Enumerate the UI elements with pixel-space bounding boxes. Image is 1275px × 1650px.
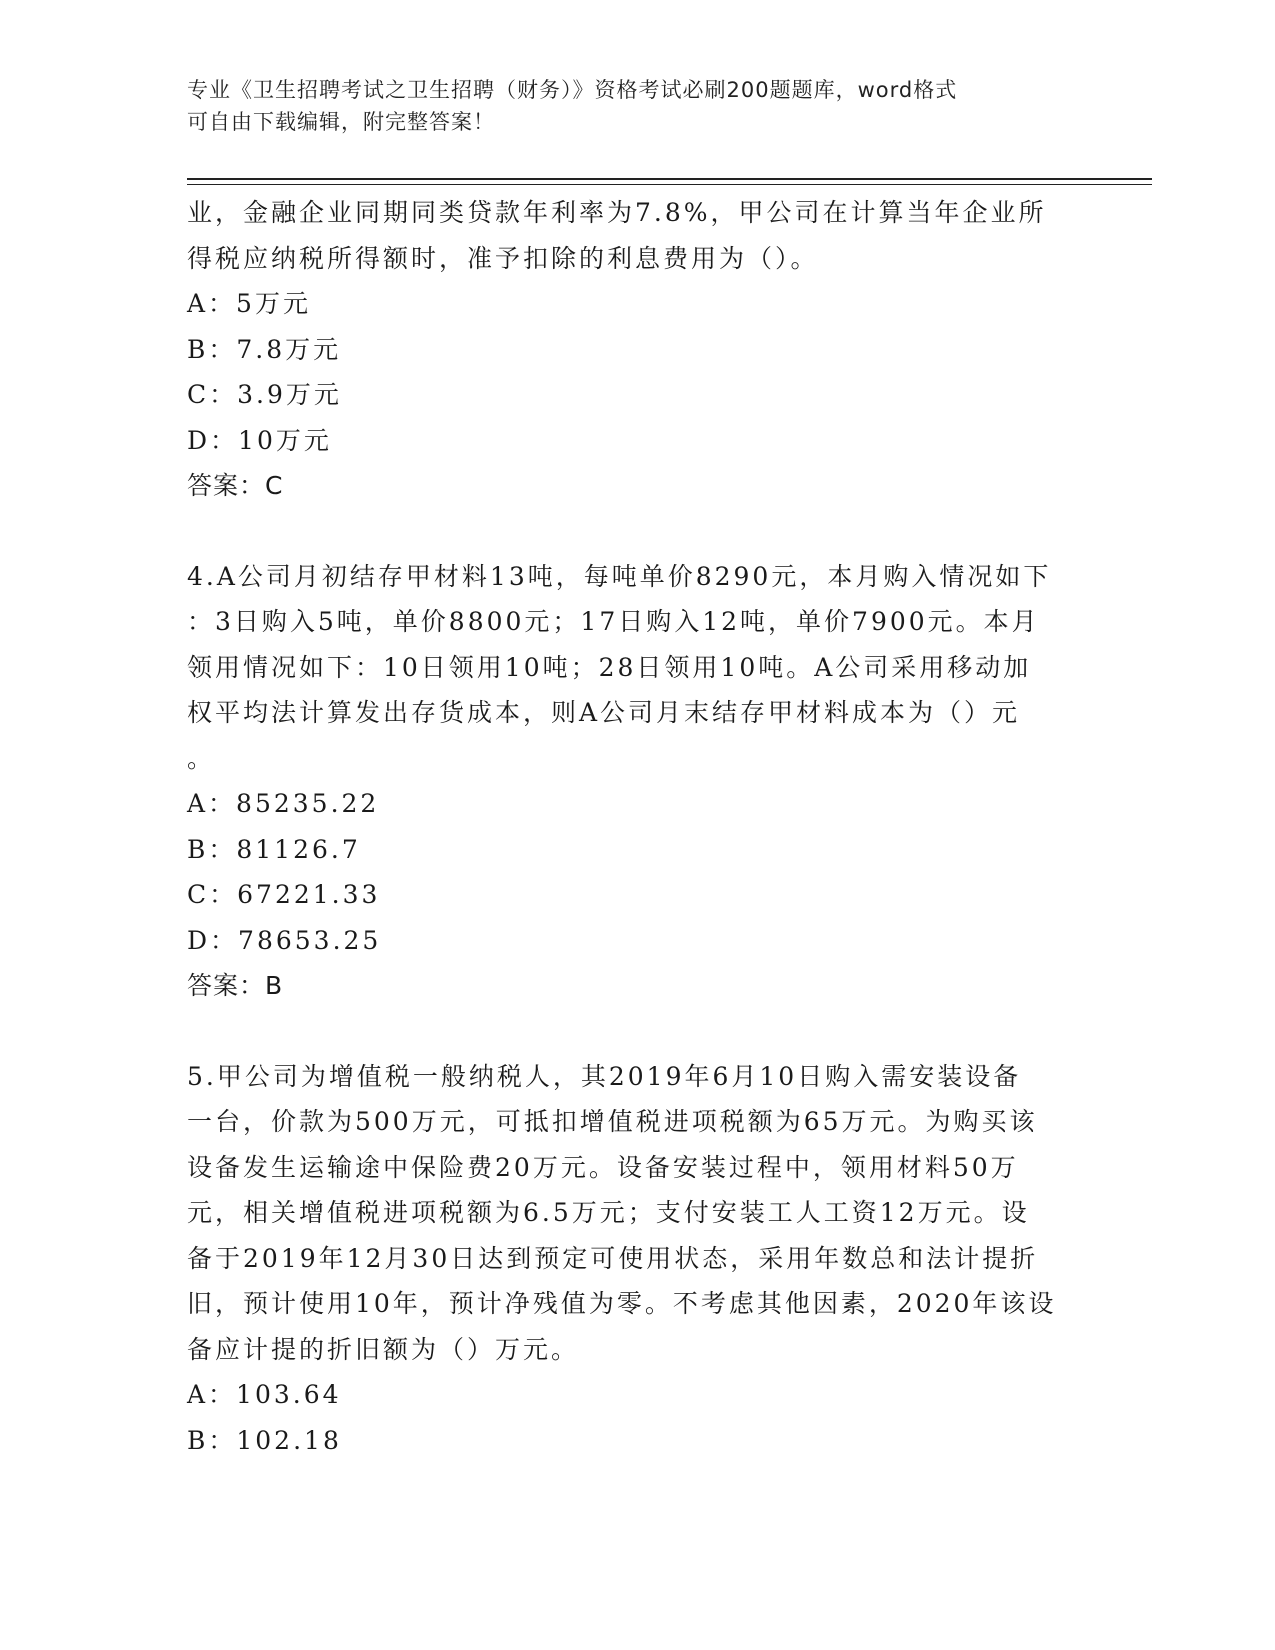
option-a: A：103.64 bbox=[187, 1380, 342, 1409]
question-5 bbox=[187, 1054, 1087, 1464]
question-stem-line: 备于2019年12月30日达到预定可使用状态，采用年数总和法计提折 bbox=[187, 1243, 1039, 1273]
question-3 bbox=[187, 190, 1087, 509]
header-title-line-1: 专业《卫生招聘考试之卫生招聘（财务）》资格考试必刷200题题库，word格式 bbox=[187, 78, 958, 102]
question-stem-line: 一台，价款为500万元，可抵扣增值税进项税额为65万元。为购买该 bbox=[187, 1107, 1038, 1136]
option-b: B：81126.7 bbox=[187, 834, 361, 864]
option-a: A：85235.22 bbox=[187, 789, 380, 818]
question-stem-line: 。 bbox=[187, 743, 216, 773]
option-b: B：7.8万元 bbox=[187, 334, 342, 364]
question-stem-line: 业，金融企业同期同类贷款年利率为7.8%，甲公司在计算当年企业所 bbox=[187, 198, 1047, 227]
question-stem-line: 备应计提的折旧额为（）万元。 bbox=[187, 1334, 580, 1364]
question-stem-line: 领用情况如下：10日领用10吨；28日领用10吨。A公司采用移动加 bbox=[187, 652, 1032, 682]
answer-line: 答案：B bbox=[187, 971, 284, 1000]
option-c: C：67221.33 bbox=[187, 880, 381, 909]
option-a: A：5万元 bbox=[187, 289, 311, 318]
document-header bbox=[187, 74, 1067, 138]
question-stem-line: 权平均法计算发出存货成本，则A公司月末结存甲材料成本为（）元 bbox=[187, 698, 1021, 727]
question-stem-line: 得税应纳税所得额时，准予扣除的利息费用为（）。 bbox=[187, 243, 819, 273]
question-stem-line: 元，相关增值税进项税额为6.5万元；支付安装工人工资12万元。设 bbox=[187, 1198, 1030, 1227]
document-body bbox=[187, 190, 1087, 1463]
header-divider-thin bbox=[187, 184, 1152, 185]
question-4 bbox=[187, 554, 1087, 1009]
header-divider-thick bbox=[187, 178, 1152, 180]
question-stem-line: 5.甲公司为增值税一般纳税人，其2019年6月10日购入需安装设备 bbox=[187, 1061, 1022, 1091]
option-d: D：78653.25 bbox=[187, 925, 382, 955]
question-stem-line: 旧，预计使用10年，预计净残值为零。不考虑其他因素，2020年该设 bbox=[187, 1289, 1057, 1318]
question-stem-line: 设备发生运输途中保险费20万元。设备安装过程中，领用材料50万 bbox=[187, 1152, 1019, 1182]
option-c: C：3.9万元 bbox=[187, 380, 342, 409]
answer-line: 答案：C bbox=[187, 471, 284, 500]
option-b: B：102.18 bbox=[187, 1425, 342, 1455]
option-d: D：10万元 bbox=[187, 425, 332, 455]
question-stem-line: ：3日购入5吨，单价8800元；17日购入12吨，单价7900元。本月 bbox=[187, 607, 1040, 636]
question-stem-line: 4.A公司月初结存甲材料13吨，每吨单价8290元，本月购入情况如下 bbox=[187, 561, 1052, 591]
header-title-line-2: 可自由下载编辑，附完整答案！ bbox=[187, 110, 495, 134]
